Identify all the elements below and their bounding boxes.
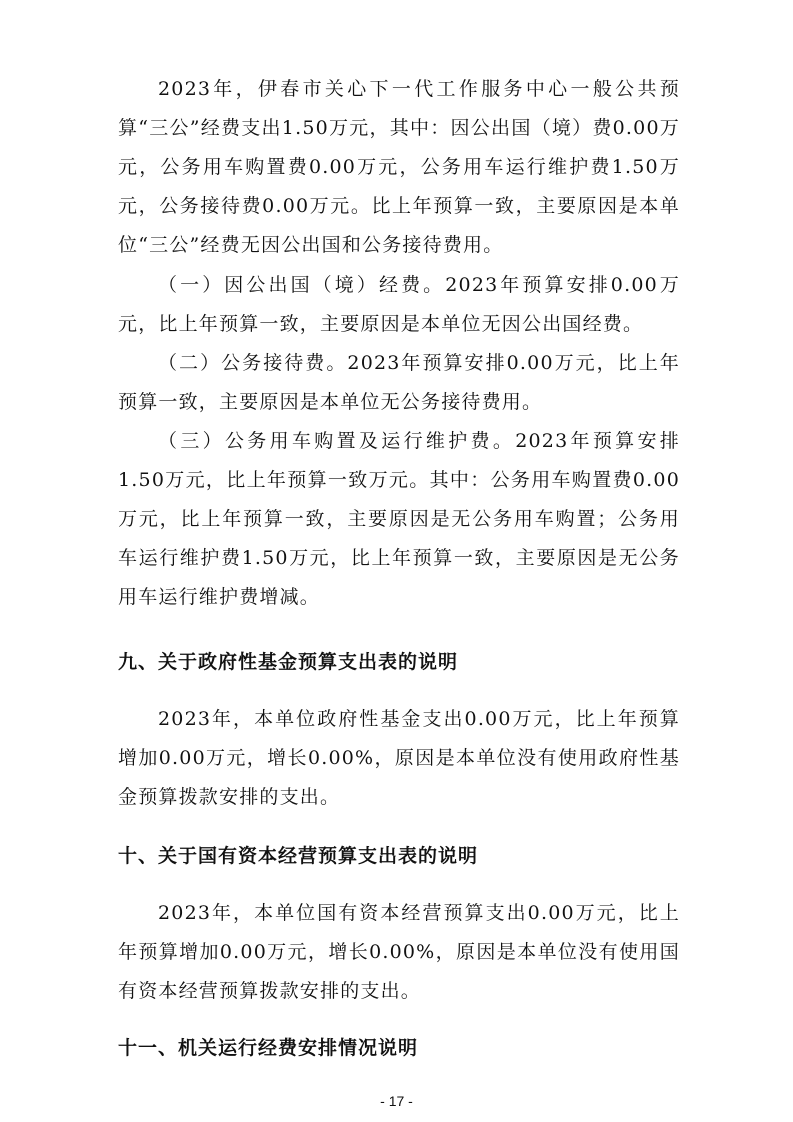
section-9-heading: 九、关于政府性基金预算支出表的说明 (118, 651, 459, 673)
section-11-heading: 十一、机关运行经费安排情况说明 (118, 1037, 419, 1059)
vehicle-expenses-paragraph: （三）公务用车购置及运行维护费。2023年预算安排1.50万元，比上年预算一致万元。其中：公务用车购置费0.00万元，比上年预算一致，主要原因是无公务用车购置；公务用车运行维护费1.50万元，比上年预算一致，主要原因是无公务用车运行维护费增减。 (118, 430, 680, 608)
overseas-travel-paragraph: （一）因公出国（境）经费。2023年预算安排0.00万元，比上年预算一致，主要原因是本单位无因公出国经费。 (118, 274, 680, 335)
section-10-body: 2023年，本单位国有资本经营预算支出0.00万元，比上年预算增加0.00万元，增长0.00%，原因是本单位没有使用国有资本经营预算拨款安排的支出。 (118, 902, 680, 1002)
three-public-expenses-paragraph: 2023年，伊春市关心下一代工作服务中心一般公共预算“三公”经费支出1.50万元，其中：因公出国（境）费0.00万元，公务用车购置费0.00万元，公务用车运行维护费1.50万元，公务接待费0.00万元。比上年预算一致，主要原因是本单位“三公”经费无因公出国和公务接待费用。 (118, 78, 680, 256)
section-10-heading: 十、关于国有资本经营预算支出表的说明 (118, 845, 479, 867)
section-9-body: 2023年，本单位政府性基金支出0.00万元，比上年预算增加0.00万元，增长0.00%，原因是本单位没有使用政府性基金预算拨款安排的支出。 (118, 708, 680, 808)
reception-expenses-paragraph: （二）公务接待费。2023年预算安排0.00万元，比上年预算一致，主要原因是本单位无公务接待费用。 (118, 352, 680, 413)
page-number: - 17 - (380, 1093, 413, 1109)
